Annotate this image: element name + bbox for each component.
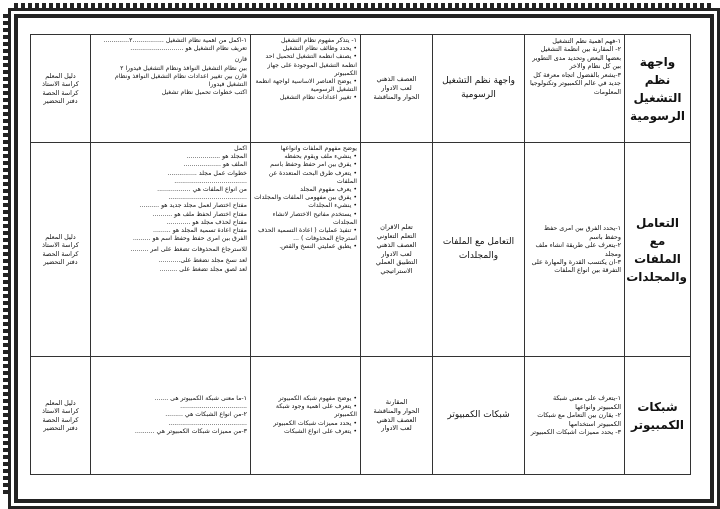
activity-item: • يوضح العناصر الاساسية لواجهة انظمة التشغيل الرسومية [255,77,357,94]
strategy-cell [361,143,433,357]
assessment-item: اكمل [234,145,247,152]
strategy-item: الاستراتيجي [380,266,413,275]
assessment-item: مفتاح اختصار لعمل مجلد جديد هو .......... [139,202,247,210]
lesson-title: واجهة نظم التشغيل الرسومية [442,76,515,100]
resources-cell [31,35,91,143]
objective-item: ٣-ان يكتسب القدرة والمهارة على التفرقة بين انواع الملفات [531,257,621,275]
resource-item: كراسة الاستاذ [42,241,79,250]
assessment-item: ١-اكمل من اهمية نظام التشغيل ................٢............. [103,37,247,44]
assessment-item: قارن بين تغيير اعدادات نظام التشغيل النوافذ ونظام التشغيل فيدورا [114,72,247,88]
table-row [31,35,691,143]
strategy-cell [361,357,433,475]
resources-cell [31,357,91,475]
strategy-item: لعب الادوار [381,424,412,433]
activity-item: • يحدد مميزات شبكات الكمبيوتر [273,419,357,427]
objective-item: ٢- المقارنة بين انظمة التشغيل بعضها البعض وتحديد مدى التطوير بين كل نظام والاخر [532,45,621,71]
activity-item: • يحدد وظائف نظام التشغيل [282,45,357,53]
strategy-item: الحوار والمناقشة [373,406,420,415]
assessment-item: مفتاح لحذف مجلد هو ............ [166,218,247,226]
activity-item: • يستخدم مفاتيح الاختصار لانشاء المجلدات [272,210,357,226]
resources-cell [31,143,91,357]
assessment-item: مفتاح اختصار لحفظ ملف هو .......... [152,210,247,218]
strategy-item: لعب الادوار [381,249,412,258]
assessment-cell [91,357,251,475]
activity-item: • يتعرف على انواع الشبكات [284,427,357,435]
lesson-title: التعامل مع الملفات والمجلدات [442,237,515,261]
activities-cell [251,357,361,475]
assessment-item: ..................................... [174,177,247,185]
table-row [31,143,691,357]
activity-item: • يعرف مفهوم المجلد [300,185,357,193]
activity-item: • يفرق بين امر حفظ وحفظ باسم [270,161,357,169]
assessment-item: اكتب خطوات تحميل نظام تشغيل [161,89,247,97]
resource-item: دفتر التحضير [43,257,78,266]
unit-title: شبكات الكمبيوتر [631,399,684,432]
activity-item: يوضح مفهوم الملفات وانواعها [280,145,357,152]
objective-item: ١-يتعرف على معنى شبكة الكمبيوتر وانواعها [552,394,621,411]
resource-item: دليل المعلم [45,398,76,407]
strategy-item: الحوار والمناقشة [373,92,420,101]
unit-title-cell [625,143,691,357]
resource-item: كراسة الحصة [42,88,79,97]
lesson-cell [433,357,525,475]
strategy-item: تعلم الاقران [380,223,413,232]
unit-title-cell [625,357,691,475]
assessment-item: لعد نسخ مجلد نضغط على........... [158,257,247,265]
resource-item: دليل المعلم [45,71,76,80]
lesson-title: شبكات الكمبيوتر [447,409,510,420]
lesson-cell [433,35,525,143]
activity-item: • يوضح مفهوم شبكة الكمبيوتر [278,395,357,403]
activity-item: ١- يتذكر مفهوم نظام التشغيل [281,37,357,44]
activity-item: • تغيير اعدادات نظام التشغيل [279,94,357,102]
strategy-cell [361,35,433,143]
objective-item: ٣- يحدد مميزات اشبكات الكمبيوتر [530,428,621,437]
objectives-cell [525,35,625,143]
assessment-item: الفرق بين امرى حفظ وحفظ اسم هو ......... [132,235,247,243]
resource-item: دليل المعلم [45,232,76,241]
resource-item: دفتر التحضير [43,96,78,105]
assessment-item: مفتاح اعادة تسمية المجلد هو ......... [153,226,247,234]
assessment-item: لعد لصق مجلد تضغط على ......... [159,265,247,273]
resource-item: كراسة الاستاذ [42,80,79,89]
assessment-item: الملف هو ................... [183,161,247,169]
strategy-item: المقارنة [385,398,408,407]
objective-item: ٣-يشعر بالفضول اتجاه معرفة كل جديد في عالم الكمبيوتر وتكنولوجيا المعلومات [529,70,621,96]
table-row [31,357,691,475]
lesson-plan-table [30,34,691,475]
lesson-cell [433,143,525,357]
unit-title: واجهة نظم التشغيل الرسومية [629,54,685,123]
unit-title-cell [625,35,691,143]
activity-item: • يتعرف طرق البحث المتعددة عن الملفات [268,169,357,185]
objectives-cell [525,357,625,475]
assessment-item: تعريف نظام التشغيل هو ........................... [130,45,247,53]
decorative-border-top [14,3,714,11]
assessment-item: ٢-من انواع الشبكات هي ......... [165,411,247,419]
objective-item: ١-فهم اهمية نظم التشغيل [552,37,621,45]
resource-item: دفتر التحضير [43,423,78,432]
resource-item: كراسة الاستاذ [42,407,79,416]
assessment-item: قارن [234,56,247,64]
activities-cell [251,143,361,357]
assessment-item: من انواع الملفات هي ................. [157,185,247,193]
assessment-cell [91,143,251,357]
assessment-item: المجلد هو ................. [186,153,247,161]
assessment-item: ........................................ [168,194,247,202]
activity-item: • ينشيء المجلدات [308,202,357,210]
activities-cell [251,35,361,143]
activity-item: • ينشيء ملف ويقوم بحفظه [284,153,357,161]
activity-item: • يتعرف على اهمية وجود شبكة الكمبيوتر [275,403,357,419]
assessment-item: للاسترجاع المحذوفات تضغط على امر ......... [130,246,247,254]
activity-item: • تنفيذ عمليات ( اعادة التسمية الحذف استرجاع المحذوفات ) ... [258,226,357,243]
strategy-item: العصف الذهني [376,240,417,249]
objectives-cell [525,143,625,357]
objective-item: ٢- يقارن بين التعامل مع شبكات الكمبيوتر استخدامها [537,411,621,428]
activity-item: • يصنف انظمة التشغيل لتحميل احد انظمة التشغيل الموجودة على جهاز الكمبيوتر [265,53,357,77]
objective-item: ١-يحدد الفرق بين امرى حفظ وحفظ باسم [544,224,621,241]
resource-item: كراسة الحصة [42,415,79,424]
strategy-item: العصف الذهني [376,415,417,424]
strategy-item: العصف الذهني [376,75,417,84]
objective-item: ٢-يتعرف على طريقة انشاء ملف ومجلد [535,241,621,258]
strategy-item: التعلم التعاوني [376,232,417,241]
decorative-border-left [3,14,11,495]
unit-title: التعامل مع الملفات والمجلدات [626,215,687,284]
assessment-item: ٣-من مميزات شبكات الكمبيوتر هي .......... [134,427,247,435]
assessment-cell [91,35,251,143]
resource-item: كراسة الحصة [42,249,79,258]
strategy-item: لعب الادوار [381,84,412,93]
activity-item: • يطبق عمليتي النسخ والقص. [279,243,357,251]
activity-item: • يفرق بين مفهومى الملفات والمجلدات [254,194,357,202]
assessment-item: خطوات عمل مجلد ............... [167,169,247,177]
strategy-item: التطبيق العملي [375,258,418,267]
assessment-item: .................................. [180,403,247,411]
assessment-item: ........................................ [168,419,247,427]
assessment-item: بين نظام التشغيل النوافذ ونظام التشغيل فيدورا ٢ [120,64,247,72]
assessment-item: ١-ما معنى شبكة الكمبيوتر هى ....... [154,395,247,403]
